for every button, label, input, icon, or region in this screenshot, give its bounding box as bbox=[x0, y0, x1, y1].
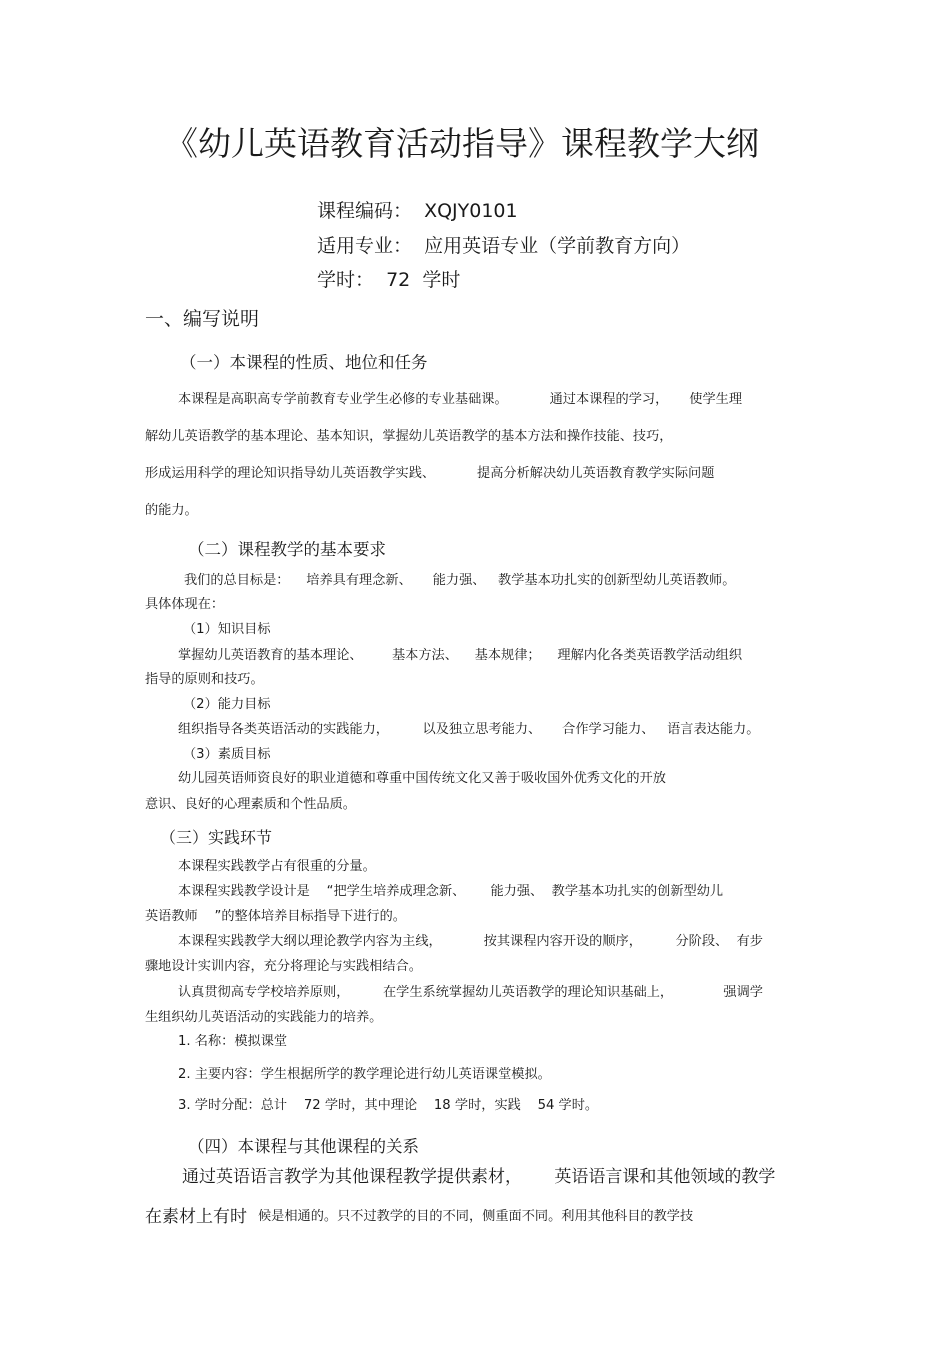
paragraph-line: 具体体现在： bbox=[145, 597, 225, 612]
paragraph-line: 候是相通的。只不过教学的目的不同，侧重面不同。利用其他科目的教学技 bbox=[258, 1209, 694, 1224]
list-item: 1. 名称：模拟课堂 bbox=[178, 1034, 288, 1049]
subsection-heading: （三）实践环节 bbox=[160, 828, 273, 847]
document-title: 《幼儿英语教育活动指导》课程教学大纲 bbox=[165, 124, 759, 163]
course-code: 课程编码： XQJY0101 bbox=[317, 200, 518, 222]
course-hours: 学时： 72 学时 bbox=[317, 269, 461, 291]
paragraph-line: 本课程实践教学设计是 “把学生培养成理念新、 能力强、 教学基本功扎实的创新型幼儿 bbox=[178, 884, 724, 899]
paragraph-line: 骤地设计实训内容，充分将理论与实践相结合。 bbox=[145, 959, 422, 974]
paragraph-line: 的能力。 bbox=[145, 503, 198, 518]
paragraph-line: 本课程实践教学大纲以理论教学内容为主线， 按其课程内容开设的顺序， 分阶段、 有步 bbox=[178, 934, 763, 949]
course-major: 适用专业： 应用英语专业（学前教育方向） bbox=[317, 235, 691, 257]
paragraph-line: 幼儿园英语师资良好的职业道德和尊重中国传统文化又善于吸收国外优秀文化的开放 bbox=[178, 771, 666, 786]
paragraph-line: 在素材上有时 bbox=[145, 1207, 247, 1227]
goal-label: （1）知识目标 bbox=[183, 622, 271, 637]
goal-label: （2）能力目标 bbox=[183, 697, 271, 712]
paragraph-line: 解幼儿英语教学的基本理论、基本知识，掌握幼儿英语教学的基本方法和操作技能、技巧， bbox=[145, 429, 673, 444]
goal-label: （3）素质目标 bbox=[183, 747, 271, 762]
paragraph-line: 认真贯彻高专学校培养原则， 在学生系统掌握幼儿英语教学的理论知识基础上， 强调学 bbox=[178, 985, 763, 1000]
paragraph-line: 我们的总目标是： 培养具有理念新、 能力强、 教学基本功扎实的创新型幼儿英语教师。 bbox=[184, 573, 736, 588]
paragraph-line: 英语教师 ”的整体培养目标指导下进行的。 bbox=[145, 909, 406, 924]
paragraph-line: 形成运用科学的理论知识指导幼儿英语教学实践、 提高分析解决幼儿英语教育教学实际问题 bbox=[145, 466, 715, 481]
subsection-heading: （一）本课程的性质、地位和任务 bbox=[180, 353, 428, 372]
list-item: 3. 学时分配：总计 72 学时，其中理论 18 学时，实践 54 学时。 bbox=[178, 1098, 599, 1113]
paragraph-line: 本课程实践教学占有很重的分量。 bbox=[178, 859, 376, 874]
subsection-heading: （四）本课程与其他课程的关系 bbox=[188, 1137, 419, 1156]
paragraph-line: 意识、良好的心理素质和个性品质。 bbox=[145, 797, 356, 812]
subsection-heading: （二）课程教学的基本要求 bbox=[188, 540, 386, 559]
paragraph-line: 生组织幼儿英语活动的实践能力的培养。 bbox=[145, 1010, 383, 1025]
list-item: 2. 主要内容：学生根据所学的教学理论进行幼儿英语课堂模拟。 bbox=[178, 1067, 551, 1082]
paragraph-line: 本课程是高职高专学前教育专业学生必修的专业基础课。 通过本课程的学习， 使学生理 bbox=[178, 392, 743, 407]
section-heading: 一、编写说明 bbox=[145, 308, 260, 330]
paragraph-line: 通过英语语言教学为其他课程教学提供素材， 英语语言课和其他领域的教学 bbox=[182, 1167, 776, 1187]
paragraph-line: 组织指导各类英语活动的实践能力， 以及独立思考能力、 合作学习能力、 语言表达能力。 bbox=[178, 722, 760, 737]
paragraph-line: 掌握幼儿英语教育的基本理论、 基本方法、 基本规律； 理解内化各类英语教学活动组织 bbox=[178, 648, 743, 663]
paragraph-line: 指导的原则和技巧。 bbox=[145, 672, 264, 687]
